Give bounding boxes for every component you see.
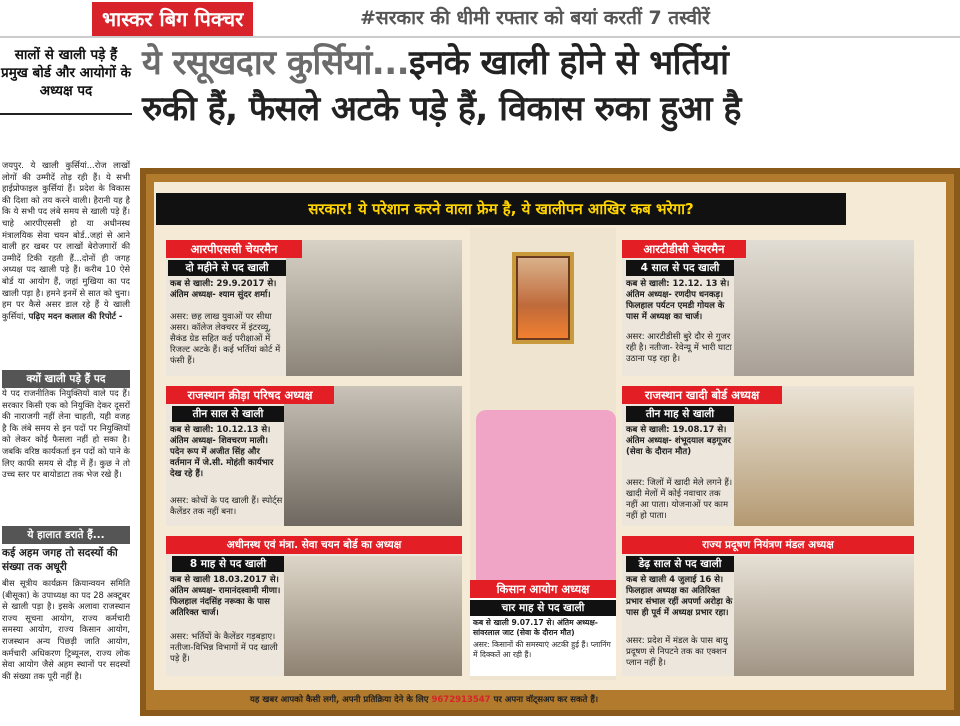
card-kisan [470, 580, 616, 676]
card-subtitle: डेढ़ साल से पद खाली [626, 556, 734, 572]
sidebar-intro [2, 160, 130, 322]
card-body [170, 575, 284, 619]
card-title: अधीनस्थ एवं मंत्रा. सेवा चयन बोर्ड का अध्यक्ष [166, 536, 462, 554]
card-body [626, 279, 734, 323]
card-subtitle: तीन माह से खाली [626, 406, 734, 422]
sidebar-subhead-fear: ये हालात डराते हैं... [2, 526, 130, 544]
sidebar-why-text: ये पद राजनीतिक नियुक्तियों वाले पद हैं। सरकार किसी एक को नियुक्ति देकर दूसरों की नाराजगी नहीं लेना चाहती, यही वजह है कि लंबे समय से इन पदों पर नियुक्तियों को लेकर कोई फैसला नहीं हो सका है। जबकि वरिष्ठ कार्यकर्ता इन पदों को पाने के लिए काफी समय से दौड़ में हैं। कुछ ने तो उच्च स्तर पर बायोडाटा तक भेज रखे हैं। [2, 388, 130, 480]
sidebar-title: सालों से खाली पड़े हैं प्रमुख बोर्ड और आयोगों के अध्यक्ष पद [1, 47, 131, 99]
footer-pre: यह खबर आपको कैसी लगी, अपनी प्रतिक्रिया देने के लिए [250, 695, 429, 705]
frame-banner: सरकार! ये परेशान करने वाला फ्रेम है, ये खालीपन आखिर कब भरेगा? [156, 193, 846, 225]
footer-note [250, 694, 810, 705]
sidebar-subhead-why: क्यों खाली पड़े हैं पद [2, 370, 130, 388]
card-title: आरपीएससी चेयरमैन [166, 240, 302, 258]
card-body-text: कब से खाली: 29.9.2017 से। अंतिम अध्यक्ष- श्याम सुंदर शर्मा। [170, 279, 277, 300]
sidebar-divider [0, 113, 132, 115]
card-body-text: कब से खाली 18.03.2017 से। अंतिम अध्यक्ष- रामानंदस्वामी मीणा। फिलहाल नंदसिंह नरूका के पास अतिरिक्त चार्ज। [170, 575, 281, 618]
card-subtitle: दो महीने से पद खाली [168, 260, 286, 276]
card-title: राजस्थान खादी बोर्ड अध्यक्ष [622, 386, 782, 404]
card-body [473, 618, 613, 638]
card-body [626, 425, 734, 458]
card-body [170, 425, 284, 480]
card-title: आरटीडीसी चेयरमैन [622, 240, 746, 258]
card-subtitle: तीन साल से खाली [172, 406, 284, 422]
card-body [626, 575, 734, 619]
card-effect: असर: छह लाख युवाओं पर सीधा असर। कॉलेज लेक्चरर में इंटरव्यू, सैकंड ग्रेड सहित कई परीक्षाओं में रिजल्ट अटके हैं। कई भर्तियां कोर्ट में फंसी हैं। [170, 312, 281, 366]
portrait-image [518, 258, 568, 338]
card-pollution [622, 536, 914, 676]
rtdc-chair-photo [734, 240, 914, 376]
card-effect: असर: कोचों के पद खाली हैं। स्पोर्ट्स कैलेंडर तक नहीं बना। [170, 496, 283, 517]
section-logo: भास्कर बिग पिक्चर [92, 2, 253, 36]
sidebar-members-text: बीस सूत्रीय कार्यक्रम क्रियान्वयन समिति (बीसूका) के उपाध्यक्ष का पद 28 अक्टूबर से खाली पड़ा है। इसके अलावा राजस्थान राज्य सूचना आयोग, राज्य कर्मचारी समस्या आयोग, राज्य किसान आयोग, राजस्थान अन्य पिछड़ी जाति आयोग, कर्मचारी अधिकरण ट्रिब्यूनल, राज्य लोक सेवा आयोग जैसे अहम स्थानों पर सदस्यों की संख्या तक पूरी नहीं है। [2, 578, 130, 681]
sidebar-byline: पढ़िए मदन कलाल की रिपोर्ट - [28, 310, 123, 321]
section-hashtag: #सरकार की धीमी रफ्तार को बयां करतीं 7 तस्वीरें [360, 7, 710, 29]
headline-part-grey: ये रसूखदार कुर्सियां... [142, 43, 410, 83]
card-khadi [622, 386, 914, 526]
card-subtitle: 4 साल से पद खाली [626, 260, 734, 276]
khadi-chair-photo [734, 386, 914, 526]
footer-phone: 9672913547 [431, 695, 491, 705]
card-body-text: कब से खाली: 10.12.13 से। अंतिम अध्यक्ष- शिवचरण माली। पदेन रूप में अजीत सिंह और वर्तमान में जे.सी. मोहंती कार्यभार देख रहे हैं। [170, 425, 274, 479]
card-body-text: कब से खाली: 12.12. 13 से। अंतिम अध्यक्ष- रणदीप धनकड़। फिलहाल पर्यटन एमडी गोयल के पास में अध्यक्ष का चार्ज। [626, 279, 730, 322]
card-title: राजस्थान क्रीड़ा परिषद अध्यक्ष [166, 386, 334, 404]
card-title: राज्य प्रदूषण नियंत्रण मंडल अध्यक्ष [622, 536, 914, 554]
card-sports [166, 386, 462, 526]
card-subtitle: 8 माह से पद खाली [172, 556, 284, 572]
sidebar-subhead-members: कई अहम जगह तो सदस्यों की संख्या तक अधूरी [2, 547, 118, 573]
sports-chair-photo [284, 386, 462, 526]
headline [142, 40, 960, 132]
card-subtitle: चार माह से पद खाली [470, 600, 616, 616]
card-effect: असर: भर्तियों के कैलेंडर गड़बड़ाए। नतीजा-विभिन्न विभागों में पद खाली पड़े हैं। [170, 632, 278, 664]
sidebar-intro-text: जयपुर. ये खाली कुर्सियां...रोज लाखों लोगों की उम्मीदें तोड़ रही हैं। ये सभी हाईप्रोफाइल कुर्सियां हैं। प्रदेश के विकास की दिशा को तय करने वाली। हैरानी यह है कि ये सभी पद लंबे समय से खाली पड़े हैं। चाहे आरपीएससी हो या अधीनस्थ मंत्रालयिक सेवा चयन बोर्ड..जहां से आने वाली हर खबर पर लाखों बेरोजगारों की उम्मीदें टिकी रहती हैं...दोनों ही जगह अध्यक्ष पद खाली पड़े हैं। करीब 10 ऐसे बोर्ड या आयोग हैं, जहां मुखिया का पद खाली पड़ा है। हमने इनमें से सात को चुना। हम पर कैसे असर डाल रहे हैं ये खाली कुर्सियां, [2, 160, 130, 321]
card-subordinate [166, 536, 462, 676]
card-effect: असर: किसानों की समस्याएं अटकी हुई हैं। प्लानिंग में दिक्कतें आ रही हैं। [473, 640, 611, 659]
pollution-chair-photo [734, 556, 914, 676]
card-effect: असर: प्रदेश में मंडल के पास बायु प्रदूषण से निपटने तक का एक्शन प्लान नहीं है। [626, 636, 728, 668]
subordinate-chair-photo [284, 556, 462, 676]
headline-line2: रुकी हैं, फैसले अटके पड़े हैं, विकास रुका हुआ है [142, 89, 741, 129]
card-body-text: कब से खाली 9.07.17 से। अंतिम अध्यक्ष- सांवरलाल जाट (सेवा के दौरान मौत) [473, 618, 598, 637]
footer-post: पर अपना वॉट्सअप कर सकते हैं। [493, 695, 599, 705]
card-body-text: कब से खाली: 19.08.17 से। अंतिम अध्यक्ष- शंभूदयाल बड़गूजर (सेवा के दौरान मौत) [626, 425, 731, 457]
pink-chair-photo [476, 410, 616, 595]
card-rtdc [622, 240, 914, 376]
card-body-text: कब से खाली 4 जुलाई 16 से। फिलहाल अध्यक्ष का अतिरिक्त प्रभार संभाल रहीं अपर्णा अरोड़ा के पास ही पूर्व में अध्यक्ष प्रभार रहा। [626, 575, 733, 618]
card-body [170, 279, 284, 301]
rpsc-chair-photo [286, 240, 462, 376]
card-title: किसान आयोग अध्यक्ष [470, 580, 616, 598]
card-effect: असर: आरटीडीसी बुरे दौर से गुजर रही है। नतीजा- रेवेन्यू में भारी घाटा उठाना पड़ रहा है। [626, 332, 732, 364]
headline-part-rest: इनके खाली होने से भर्तियां [409, 43, 729, 83]
card-effect: असर: जिलों में खादी मेले लगने हैं। खादी मेलों में कोई नवाचार तक नहीं आ पाता। योजनाओं पर काम नहीं हो पाता। [626, 478, 733, 521]
card-rpsc [166, 240, 462, 376]
